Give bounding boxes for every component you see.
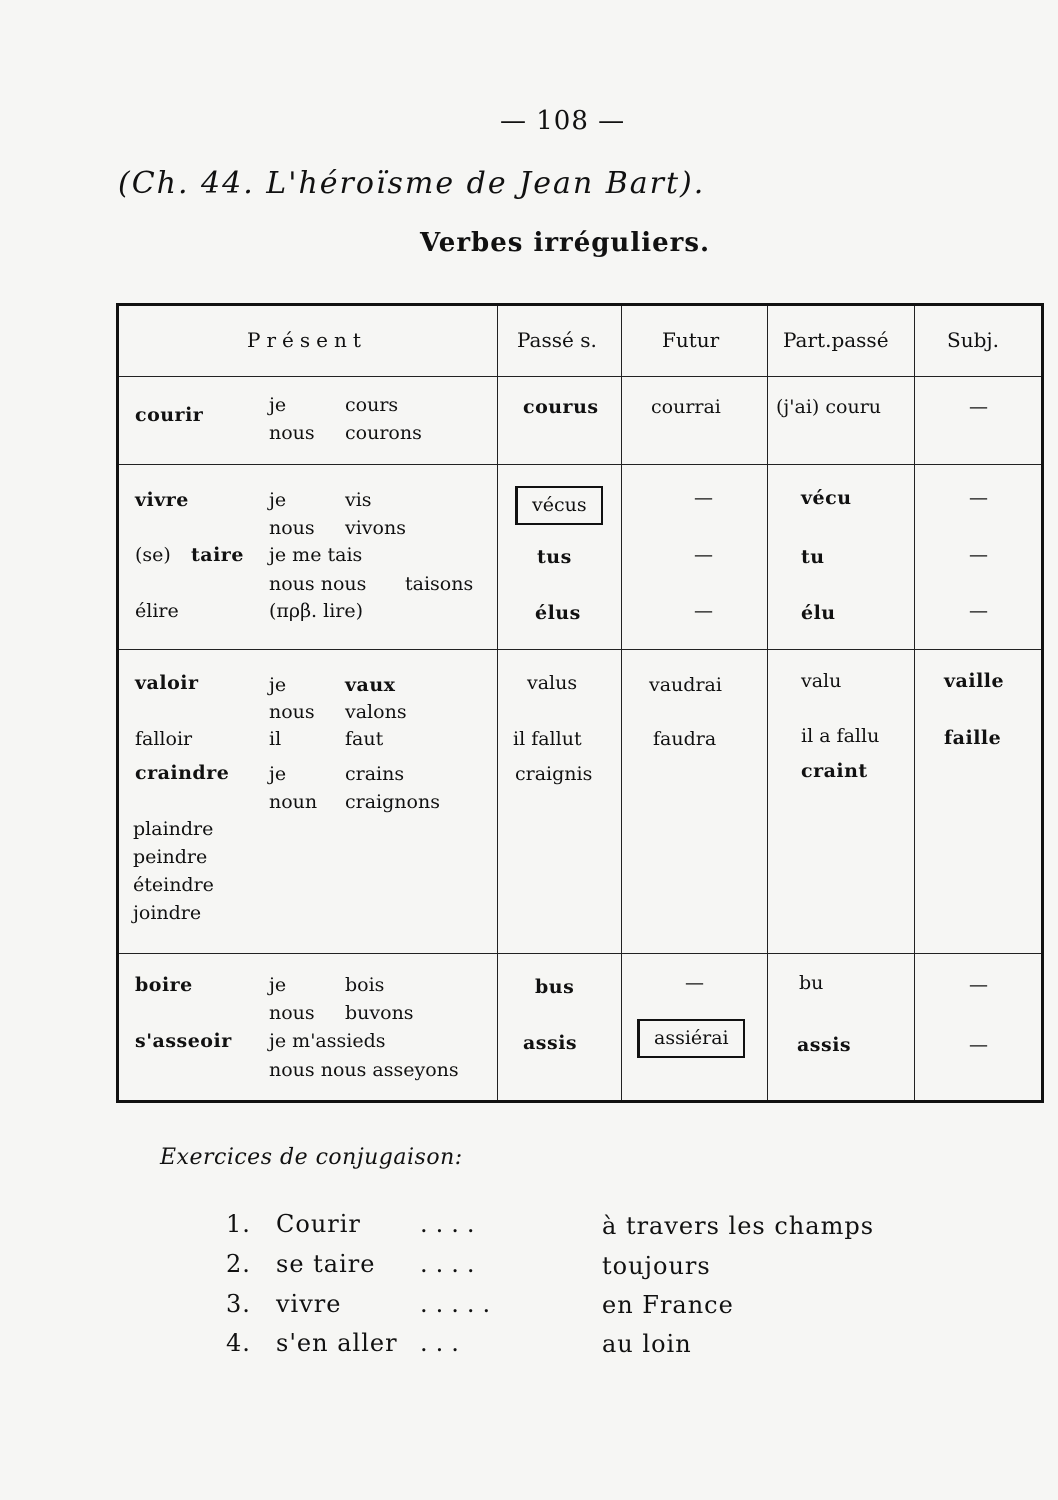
participe-craindre: craint xyxy=(801,760,868,782)
present-note: (πρβ. lire) xyxy=(269,600,364,622)
page-number: — 108 — xyxy=(500,106,626,136)
futur-falloir: faudra xyxy=(653,728,717,750)
participe-taire: tu xyxy=(801,546,825,568)
present-form: vis xyxy=(345,489,372,511)
similar-verb: éteindre xyxy=(133,874,214,896)
verb-taire: taire xyxy=(191,544,244,566)
verb-elire: élire xyxy=(135,600,179,622)
present-form: je me tais xyxy=(269,544,363,566)
pronoun: je xyxy=(269,394,287,416)
present-form: valons xyxy=(345,701,407,723)
verb-valoir: valoir xyxy=(135,672,199,694)
passe-valoir: valus xyxy=(527,672,578,694)
header-passe-simple: Passé s. xyxy=(517,328,597,352)
subj-falloir: faille xyxy=(944,727,1002,749)
futur-vivre: — xyxy=(694,487,713,509)
passe-courir: courus xyxy=(523,396,599,418)
row-divider xyxy=(119,953,1041,954)
present-form: courons xyxy=(345,422,422,444)
verb-vivre: vivre xyxy=(135,489,189,511)
header-subjonctif: Subj. xyxy=(947,328,999,352)
exercise-verb: se taire xyxy=(276,1250,376,1278)
futur-asseoir: assiérai xyxy=(637,1019,745,1058)
participe-elire: élu xyxy=(801,602,836,624)
present-form: vivons xyxy=(345,517,406,539)
verb-asseoir: s'asseoir xyxy=(135,1030,232,1052)
subj-boire: — xyxy=(969,974,988,996)
pronoun: je xyxy=(269,974,287,996)
exercise-dots: ... xyxy=(420,1329,467,1357)
passe-taire: tus xyxy=(537,546,572,568)
exercise-number: 1. xyxy=(226,1210,251,1238)
present-form: crains xyxy=(345,763,405,785)
futur-boire: — xyxy=(685,972,704,994)
present-form: bois xyxy=(345,974,385,996)
subj-asseoir: — xyxy=(969,1034,988,1056)
irregular-verbs-table xyxy=(116,303,1044,1103)
exercise-dots: .... xyxy=(420,1210,483,1238)
exercise-dots: ..... xyxy=(420,1290,499,1318)
passe-craindre: craignis xyxy=(515,763,593,785)
futur-taire: — xyxy=(694,544,713,566)
section-title: Verbes irréguliers. xyxy=(420,228,711,258)
participe-vivre: vécu xyxy=(801,487,852,509)
passe-falloir: il fallut xyxy=(513,728,582,750)
participe-valoir: valu xyxy=(801,670,842,692)
participe-asseoir: assis xyxy=(797,1034,852,1056)
reflexive-prefix: (se) xyxy=(135,544,171,566)
exercise-number: 3. xyxy=(226,1290,251,1318)
exercise-verb: s'en aller xyxy=(276,1329,398,1357)
passe-elire: élus xyxy=(535,602,581,624)
chapter-title: (Ch. 44. L'héroïsme de Jean Bart). xyxy=(118,166,706,201)
passe-asseoir: assis xyxy=(523,1032,578,1054)
exercise-complement: à travers les champs xyxy=(602,1212,875,1240)
present-form: faut xyxy=(345,728,384,750)
exercise-complement: en France xyxy=(602,1291,734,1319)
participe-courir: (j'ai) couru xyxy=(776,396,882,418)
similar-verb: peindre xyxy=(133,846,208,868)
pronoun: nous xyxy=(269,517,315,539)
pronoun: je xyxy=(269,489,287,511)
pronoun: je xyxy=(269,763,287,785)
futur-elire: — xyxy=(694,600,713,622)
pronoun: je xyxy=(269,674,287,696)
verb-courir: courir xyxy=(135,404,204,426)
exercise-complement: au loin xyxy=(602,1330,692,1358)
exercise-complement: toujours xyxy=(602,1252,711,1280)
pronoun: nous xyxy=(269,1002,315,1024)
verb-craindre: craindre xyxy=(135,762,230,784)
subj-valoir: vaille xyxy=(944,670,1005,692)
header-participe-passe: Part.passé xyxy=(783,328,889,352)
column-divider xyxy=(767,306,768,1100)
subj-elire: — xyxy=(969,600,988,622)
subj-vivre: — xyxy=(969,487,988,509)
futur-valoir: vaudrai xyxy=(649,674,722,696)
exercise-number: 2. xyxy=(226,1250,251,1278)
present-form: craignons xyxy=(345,791,440,813)
subj-taire: — xyxy=(969,544,988,566)
passe-boire: bus xyxy=(535,976,575,998)
row-divider xyxy=(119,649,1041,650)
header-present: Présent xyxy=(247,328,367,352)
exercise-dots: .... xyxy=(420,1250,483,1278)
pronoun: nous nous xyxy=(269,573,367,595)
present-form: taisons xyxy=(405,573,474,595)
exercises-title: Exercices de conjugaison: xyxy=(160,1145,463,1170)
present-form: nous nous asseyons xyxy=(269,1059,459,1081)
futur-courir: courrai xyxy=(651,396,721,418)
pronoun: noun xyxy=(269,791,318,813)
present-form: cours xyxy=(345,394,399,416)
pronoun: nous xyxy=(269,422,315,444)
pronoun: il xyxy=(269,728,282,750)
verb-boire: boire xyxy=(135,974,193,996)
similar-verb: joindre xyxy=(133,902,202,924)
present-form: buvons xyxy=(345,1002,414,1024)
column-divider xyxy=(497,306,498,1100)
verb-falloir: falloir xyxy=(135,728,193,750)
column-divider xyxy=(621,306,622,1100)
header-futur: Futur xyxy=(662,328,720,352)
similar-verb: plaindre xyxy=(133,818,214,840)
participe-falloir: il a fallu xyxy=(801,725,880,747)
present-form: je m'assieds xyxy=(269,1030,386,1052)
exercise-verb: vivre xyxy=(276,1290,342,1318)
column-divider xyxy=(914,306,915,1100)
participe-boire: bu xyxy=(799,972,824,994)
exercise-verb: Courir xyxy=(276,1210,361,1238)
subj-courir: — xyxy=(969,396,988,418)
row-divider xyxy=(119,464,1041,465)
passe-vivre: vécus xyxy=(515,486,603,525)
row-divider xyxy=(119,376,1041,377)
pronoun: nous xyxy=(269,701,315,723)
present-form: vaux xyxy=(345,674,396,696)
exercise-number: 4. xyxy=(226,1329,251,1357)
